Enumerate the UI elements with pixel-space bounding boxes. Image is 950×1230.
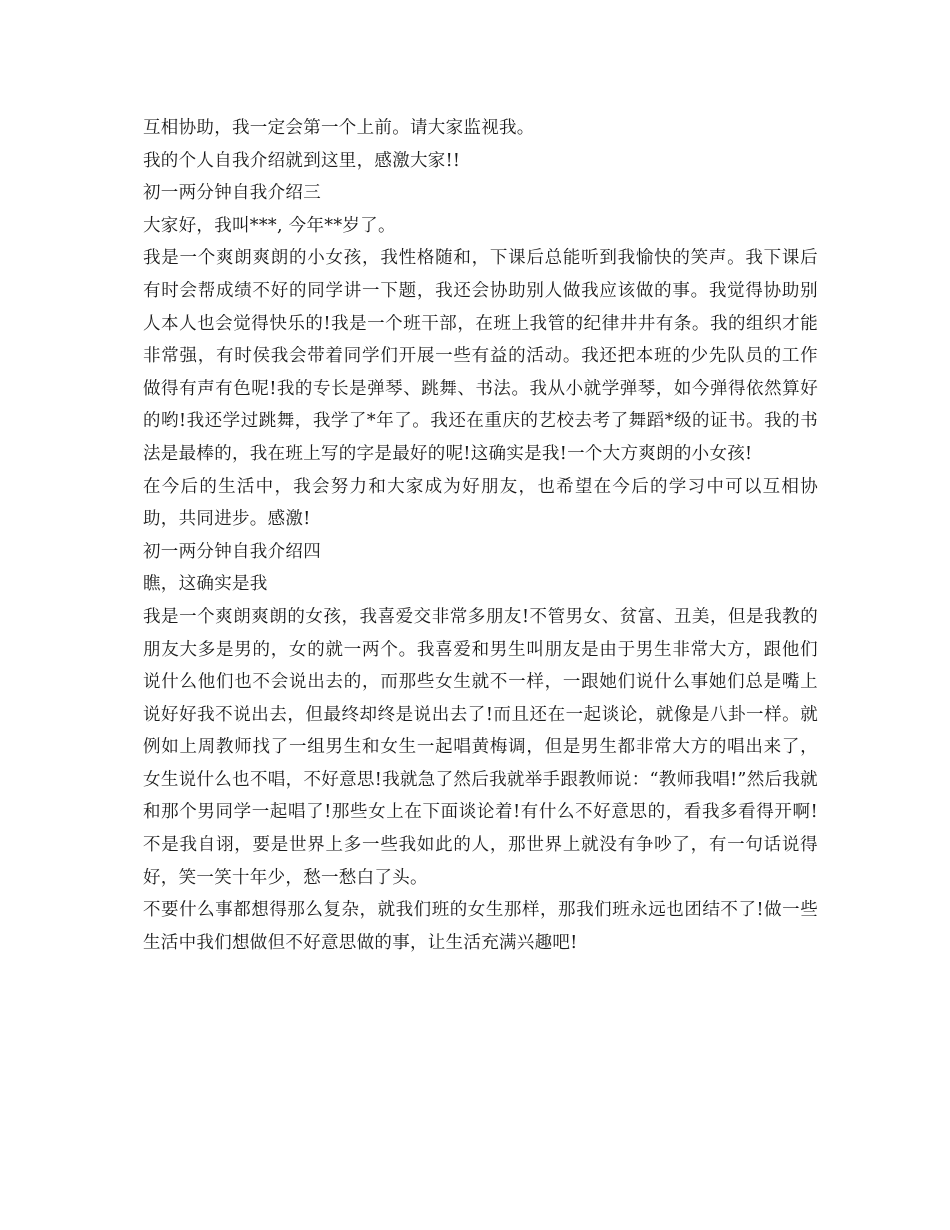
paragraph-title-4: 瞧，这确实是我 [143,574,268,595]
paragraph-1: 互相协助，我一定会第一个上前。请大家监视我。 [143,118,535,138]
paragraph-2: 我的个人自我介绍就到这里，感激大家!! [143,150,461,171]
paragraph-greeting: 大家好，我叫***, 今年**岁了。 [143,215,396,236]
paragraph-intro-4: 我是一个爽朗爽朗的女孩，我喜爱交非常多朋友!不管男女、贫富、丑美，但是我教的朋友大多是男的，女的就一两个。我喜爱和男生叫朋友是由于男生非常大方，跟他们说什么他们也不会说出去的，而那些女生就不一样，一跟她们说什么事她们总是嘴上说好好我不说出去，但最终却终是说出去了!而且还在一起谈论，就像是八卦一样。就例如上周教师找了一组男生和女生一起唱黄梅调，但是男生都非常大方的唱出来了，女生说什么也不唱，不好意思!我就急了然后我就举手跟教师说：“教师我唱!”然后我就和那个男同学一起唱了!那些女上在下面谈论着!有什么不好意思的，看我多看得开啊!不是我自诩，要是世界上多一些我如此的人，那世界上就没有争吵了，有一句话说得好，笑一笑十年少，愁一愁白了头。 [143,606,818,888]
section-heading-4: 初一两分钟自我介绍四 [143,541,321,562]
paragraph-closing-3: 在今后的生活中，我会努力和大家成为好朋友，也希望在今后的学习中可以互相协助，共同进步。感激! [143,476,818,530]
paragraph-closing-4: 不要什么事都想得那么复杂，就我们班的女生那样，那我们班永远也团结不了!做一些生活中我们想做但不好意思做的事，让生活充满兴趣吧! [143,900,818,953]
section-heading-3: 初一两分钟自我介绍三 [143,183,321,204]
paragraph-intro-3: 我是一个爽朗爽朗的小女孩，我性格随和，下课后总能听到我愉快的笑声。我下课后有时会帮成绩不好的同学讲一下题，我还会协助别人做我应该做的事。我觉得协助别人本人也会觉得快乐的!我是一个班干部，在班上我管的纪律井井有条。我的组织才能非常强，有时侯我会带着同学们开展一些有益的活动。我还把本班的少先队员的工作做得有声有色呢!我的专长是弹琴、跳舞、书法。我从小就学弹琴，如今弹得依然算好的哟!我还学过跳舞，我学了*年了。我还在重庆的艺校去考了舞蹈*级的证书。我的书法是最棒的，我在班上写的字是最好的呢!这确实是我!一个大方爽朗的小女孩! [143,248,818,464]
document-body [143,112,818,959]
